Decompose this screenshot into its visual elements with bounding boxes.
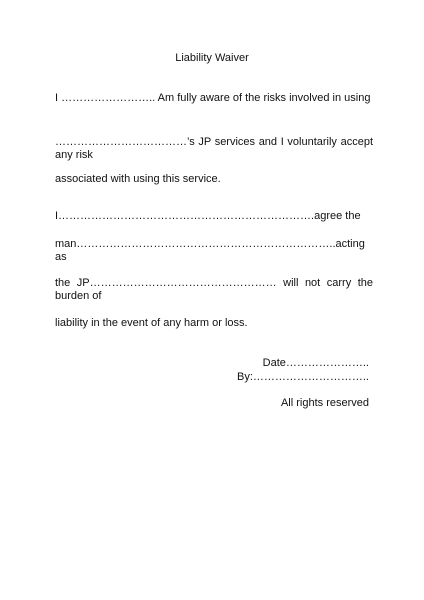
- paragraph-burden: the JP…………………………………………… will not carry the burden of: [55, 277, 373, 302]
- by-line: By:…………………………..: [236, 371, 369, 383]
- rights-footer: All rights reserved: [280, 397, 369, 409]
- paragraph-agree: I…………………………………………………………….agree the: [55, 210, 361, 222]
- paragraph-man-acting: man……………………………………………………………..acting as: [55, 238, 365, 263]
- paragraph-awareness: I …………………….. Am fully aware of the risks involved in using: [55, 92, 371, 104]
- paragraph-association: associated with using this service.: [55, 173, 221, 185]
- document-title: Liability Waiver: [175, 52, 249, 64]
- paragraph-jp-services: ………………………………’s JP services and I voluntarily accept any risk: [55, 136, 373, 161]
- paragraph-liability: liability in the event of any harm or loss.: [55, 317, 248, 329]
- date-line: Date…………………..: [262, 357, 369, 369]
